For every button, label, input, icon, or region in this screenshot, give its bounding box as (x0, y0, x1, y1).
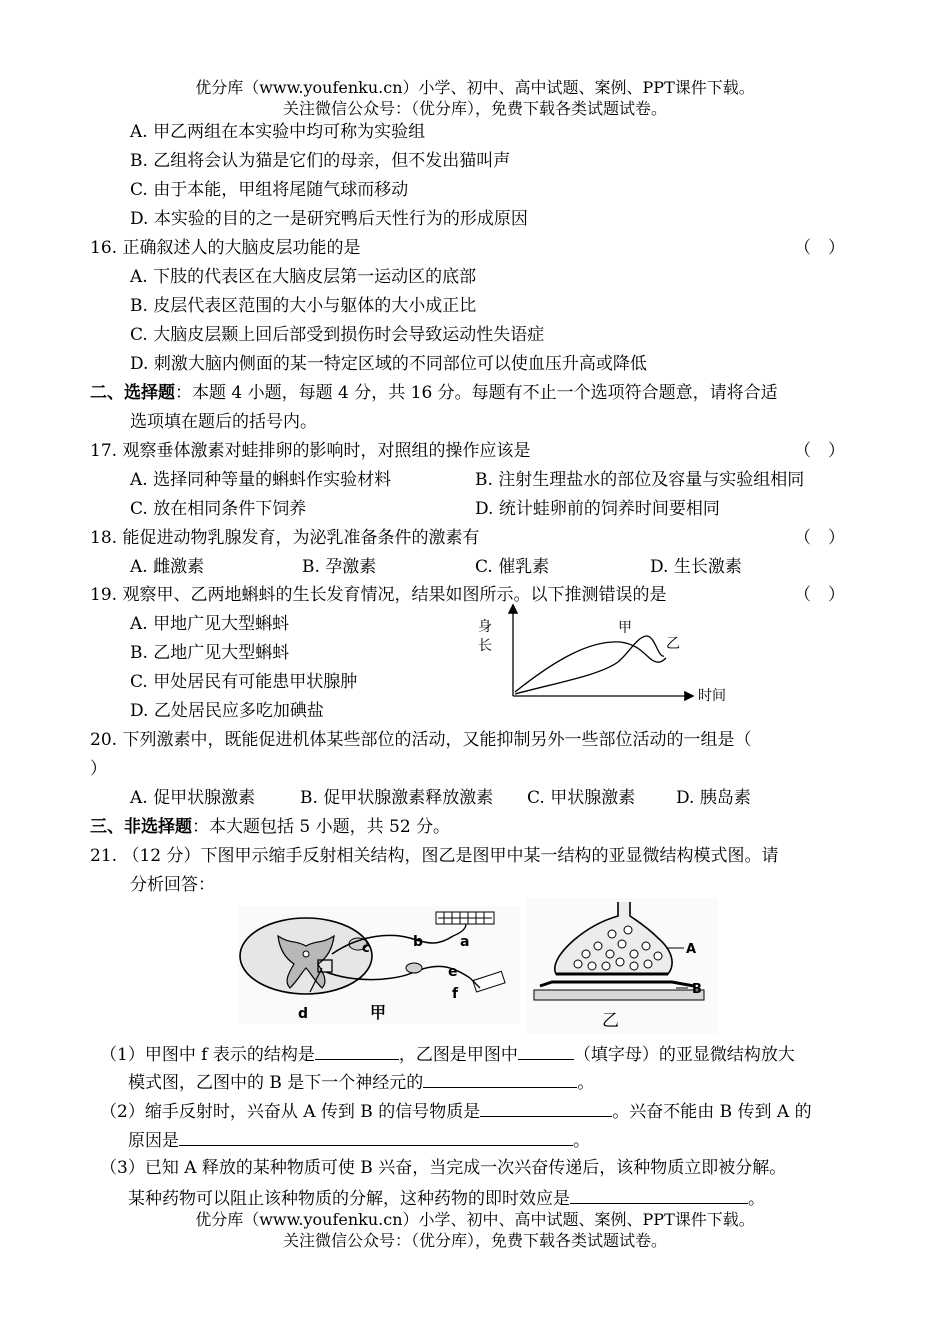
q15-option-d: D. 本实验的目的之一是研究鸭后天性行为的形成原因 (130, 209, 528, 229)
q21-part-1-text-d: 模式图，乙图中的 B 是下一个神经元的 (128, 1073, 424, 1093)
q21-part-2-text-b: 。兴奋不能由 B 传到 A 的 (612, 1102, 812, 1122)
q17-option-a: A. 选择同种等量的蝌蚪作实验材料 (130, 470, 392, 490)
section-3-heading (90, 815, 450, 839)
answer-blank-signal-substance[interactable] (480, 1098, 612, 1117)
section-2-heading (90, 381, 778, 405)
q21-figure-jia (238, 906, 520, 1024)
q20-option-b: B. 促甲状腺激素释放激素 (300, 788, 494, 808)
curve-yi (515, 636, 664, 694)
curve-jia-label: 甲 (618, 620, 632, 636)
q19-stem: 19. 观察甲、乙两地蝌蚪的生长发育情况，结果如图所示。以下推测错误的是 (90, 585, 667, 605)
q21-part-2-line-1 (100, 1098, 812, 1124)
q21-part-1-text-c: （填字母）的亚显微结构放大 (573, 1045, 795, 1065)
y-axis-label-2: 长 (478, 638, 492, 654)
q16-answer-paren: （ ） (794, 238, 845, 258)
section-2-title: 二、选择题 (90, 383, 175, 403)
figure-yi-caption: 乙 (602, 1011, 619, 1031)
q16-stem: 16. 正确叙述人的大脑皮层功能的是 (90, 238, 361, 258)
section-2-desc-2: 选项填在题后的括号内。 (130, 412, 317, 432)
q20-option-a: A. 促甲状腺激素 (130, 788, 256, 808)
footer-line-2: 关注微信公众号：（优分库），免费下载各类试题试卷。 (282, 1231, 667, 1250)
q20-stem-end: ） (90, 759, 107, 779)
answer-blank-b-part[interactable] (423, 1069, 577, 1088)
q21-part-1-text-a: （1）甲图中 f 表示的结构是 (100, 1045, 315, 1065)
q19-option-b: B. 乙地广见大型蝌蚪 (130, 643, 290, 663)
q16-option-d: D. 刺激大脑内侧面的某一特定区域的不同部位可以使血压升高或降低 (130, 354, 647, 374)
q21-part-2-text-d: 。 (573, 1131, 590, 1151)
q16-option-b: B. 皮层代表区范围的大小与躯体的大小成正比 (130, 296, 477, 316)
q21-part-3-line-2 (128, 1185, 765, 1211)
label-A: A (686, 942, 697, 957)
q21-stem-1: 21. （12 分）下图甲示缩手反射相关结构，图乙是图甲中某一结构的亚显微结构模式图。请 (90, 846, 779, 866)
q17-answer-paren: （ ） (794, 441, 845, 461)
label-B: B (692, 982, 702, 997)
q20-stem: 20. 下列激素中，既能促进机体某些部位的活动，又能抑制另外一些部位活动的一组是（ (90, 730, 752, 750)
label-a: a (460, 934, 470, 950)
q21-figure-yi (526, 898, 718, 1034)
section-3-title: 三、非选择题 (90, 817, 192, 837)
q17-stem: 17. 观察垂体激素对蛙排卵的影响时，对照组的操作应该是 (90, 441, 531, 461)
header-line-2: 关注微信公众号：（优分库），免费下载各类试题试卷。 (282, 99, 667, 118)
q18-answer-paren: （ ） (794, 528, 845, 548)
curve-jia (515, 642, 666, 692)
q18-option-d: D. 生长激素 (650, 557, 742, 577)
curve-yi-label: 乙 (666, 636, 680, 652)
y-axis-label-1: 身 (478, 619, 492, 635)
q18-option-c: C. 催乳素 (475, 557, 550, 577)
q19-answer-paren: （ ） (794, 585, 845, 605)
q18-stem: 18. 能促进动物乳腺发育，为泌乳准备条件的激素有 (90, 528, 480, 548)
q16-option-a: A. 下肢的代表区在大脑皮层第一运动区的底部 (130, 267, 477, 287)
q18-option-a: A. 雌激素 (130, 557, 205, 577)
q21-part-2-text-a: （2）缩手反射时，兴奋从 A 传到 B 的信号物质是 (100, 1102, 481, 1122)
q21-part-2-line-2 (128, 1127, 590, 1153)
label-e: e (448, 964, 458, 980)
q16-option-c: C. 大脑皮层颞上回后部受到损伤时会导致运动性失语症 (130, 325, 545, 345)
q21-stem-2: 分析回答： (130, 875, 215, 895)
section-2-desc: ：本题 4 小题，每题 4 分，共 16 分。每题有不止一个选项符合题意，请将合适 (175, 383, 778, 403)
x-axis-label: 时间 (698, 688, 726, 704)
header-line-1: 优分库（www.youfenku.cn）小学、初中、高中试题、案例、PPT课件下载。 (195, 78, 755, 97)
q19-option-c: C. 甲处居民有可能患甲状腺肿 (130, 672, 358, 692)
q21-part-1-line-1 (100, 1041, 795, 1067)
q17-option-b: B. 注射生理盐水的部位及容量与实验组相同 (475, 470, 805, 490)
q20-option-c: C. 甲状腺激素 (527, 788, 636, 808)
answer-blank-f-structure[interactable] (315, 1041, 399, 1060)
q15-option-c: C. 由于本能，甲组将尾随气球而移动 (130, 180, 409, 200)
section-3-desc: ：本大题包括 5 小题，共 52 分。 (192, 817, 451, 837)
label-b: b (413, 934, 424, 950)
q19-growth-graph (470, 600, 740, 715)
q21-part-3-line-1: （3）已知 A 释放的某种物质可使 B 兴奋，当完成一次兴奋传递后，该种物质立即被分解。 (100, 1158, 787, 1178)
footer-line-1: 优分库（www.youfenku.cn）小学、初中、高中试题、案例、PPT课件下载。 (195, 1210, 755, 1229)
answer-blank-letter[interactable] (518, 1041, 574, 1060)
q21-part-1-text-e: 。 (577, 1073, 595, 1093)
q17-option-d: D. 统计蛙卵前的饲养时间要相同 (475, 499, 720, 519)
q15-option-a: A. 甲乙两组在本实验中均可称为实验组 (130, 122, 426, 142)
label-c: c (362, 941, 370, 956)
q15-option-b: B. 乙组将会认为猫是它们的母亲，但不发出猫叫声 (130, 151, 511, 171)
q21-part-3-text-b: 某种药物可以阻止该种物质的分解，这种药物的即时效应是 (128, 1189, 570, 1209)
figure-jia-caption: 甲 (370, 1003, 387, 1022)
label-d: d (298, 1006, 309, 1022)
answer-blank-reason[interactable] (179, 1127, 573, 1146)
q21-part-1-text-b: ，乙图是甲图中 (398, 1045, 518, 1065)
q19-option-a: A. 甲地广见大型蝌蚪 (130, 614, 290, 634)
q21-part-2-text-c: 原因是 (128, 1131, 179, 1151)
q21-part-1-line-2 (128, 1069, 594, 1095)
answer-blank-drug-effect[interactable] (570, 1185, 748, 1204)
q21-part-3-text-c: 。 (748, 1189, 765, 1209)
q19-option-d: D. 乙处居民应多吃加碘盐 (130, 701, 324, 721)
label-f: f (452, 986, 459, 1002)
q18-option-b: B. 孕激素 (302, 557, 377, 577)
q17-option-c: C. 放在相同条件下饲养 (130, 499, 307, 519)
q20-option-d: D. 胰岛素 (676, 788, 751, 808)
